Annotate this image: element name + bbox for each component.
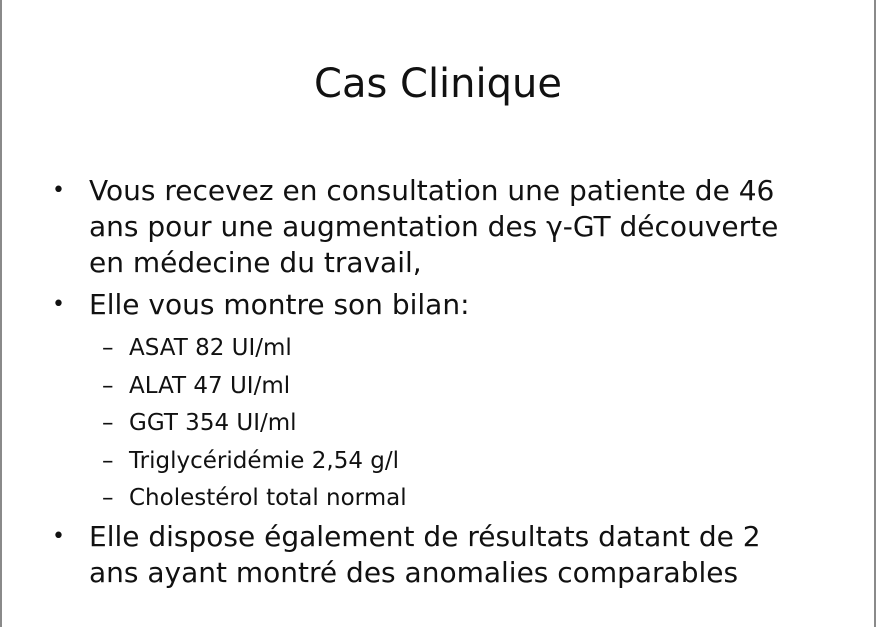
bullet-line: Vous recevez en consultation une patiente de 46 [89,174,775,207]
dash-icon: – [102,447,114,474]
bullet-line: ans ayant montré des anomalies comparables [89,556,739,589]
sub-item-asat [102,330,802,368]
dash-icon: – [102,335,114,361]
bullet-item-consultation [52,173,852,281]
bilan-sublist [102,330,802,518]
sub-item-cholesterol [102,480,802,518]
bullet-text [89,519,852,591]
sub-item-text: Cholestérol total normal [129,485,407,511]
bullet-text [89,173,852,281]
sub-item-text: ALAT 47 UI/ml [129,372,291,399]
slide-title: Cas Clinique [314,61,562,107]
bullet-text [89,287,852,323]
sub-item-text: ASAT 82 UI/ml [129,335,292,361]
dash-icon: – [102,410,114,436]
bullet-item-previous-results [52,519,852,591]
sub-item-text: Triglycéridémie 2,54 g/l [129,447,400,474]
sub-item-triglycerides [102,443,802,481]
sub-item-alat [102,368,802,406]
bullet-line: ans pour une augmentation des γ-GT découverte [89,210,779,243]
dash-icon: – [102,372,114,399]
sub-item-text: GGT 354 UI/ml [129,410,297,436]
bullet-icon: • [52,524,65,549]
bullet-icon: • [52,178,65,203]
bullet-item-bilan [52,287,852,323]
bullet-line: en médecine du travail, [89,246,422,279]
bullet-icon: • [52,292,65,317]
bullet-line: Elle dispose également de résultats datant de 2 [89,520,761,553]
sub-item-ggt [102,405,802,443]
dash-icon: – [102,485,114,511]
bullet-line: Elle vous montre son bilan: [89,288,470,321]
